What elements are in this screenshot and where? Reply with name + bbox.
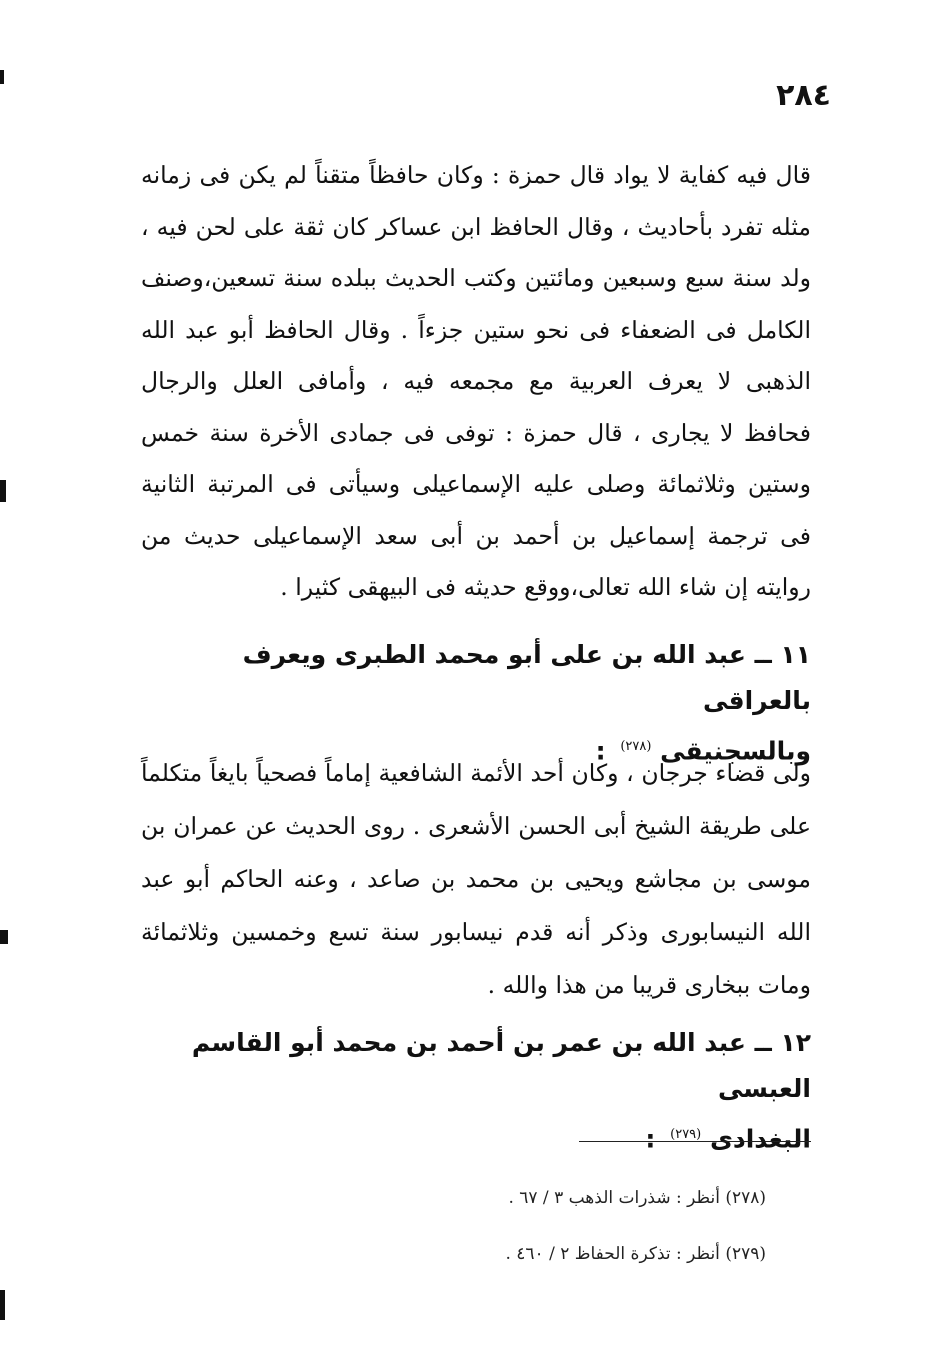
text-line: عن عمران بن موسى بن مجاشع ويحيى بن محمد بن صاعد ، وعنه xyxy=(141,812,811,893)
text-line: قال فيه كفاية لا يواد قال حمزة : وكان حافظاً متقناً لم يكن فى زمانه xyxy=(141,161,811,189)
footnote-reference: (٢٧٩) xyxy=(670,1127,702,1142)
text-line: الله تعالى،ووقع حديثه فى البيهقى كثيرا . xyxy=(280,573,672,601)
footnotes xyxy=(346,1170,766,1282)
text-line: لا يجارى ، قال حمزة : توفى فى جمادى الأخرة سنة خمس وستين xyxy=(141,418,811,498)
footnote-279: (٢٧٩) أنظر : تذكرة الحفاظ ٢ / ٤٦٠ . xyxy=(505,1244,766,1264)
heading-line: وبالسجنيقى xyxy=(660,736,811,766)
footnote-reference: (٢٧٨) xyxy=(620,739,652,754)
scan-edge-mark xyxy=(0,1290,5,1320)
text-line: إسماعيل بن أحمد بن أبى سعد الإسماعيلى حديث من روايته إن شاء xyxy=(141,521,811,601)
scan-edge-mark xyxy=(0,70,4,84)
scan-edge-mark xyxy=(0,480,6,502)
heading-line: البغدادى xyxy=(709,1124,811,1154)
text-line: ولى قضاء جرجان ، وكان أحد الأئمة الشافعية إماماً فصحياً xyxy=(256,759,811,787)
text-line: وخمسين وثلاثمائة ومات ببخارى قريبا من هذا والله . xyxy=(141,918,811,999)
scan-edge-mark xyxy=(0,930,8,944)
heading-colon: : xyxy=(595,736,606,766)
text-line: الحاكم أبو عبد الله النيسابورى وذكر أنه قدم نيسابور سنة تسع xyxy=(141,865,811,946)
page-number: ٢٨٤ xyxy=(776,78,831,113)
footnote-278: (٢٧٨) أنظر : شذرات الذهب ٣ / ٦٧ . xyxy=(508,1188,766,1208)
heading-line: ١١ ــ عبد الله بن على أبو محمد الطبرى ويعرف بالعراقى xyxy=(242,640,811,715)
text-line: الذهبى لا يعرف العربية مع مجمعه فيه ، وأمافى العلل والرجال فحافظ xyxy=(141,367,811,447)
heading-line: ١٢ ــ عبد الله بن عمر بن أحمد بن محمد أبو القاسم العبسى xyxy=(191,1028,811,1103)
text-line: ولد سنة سبع وسبعين ومائتين وكتب الحديث ببلده سنة تسعين،وصنف xyxy=(141,264,811,292)
paragraph-biography-1 xyxy=(141,150,811,614)
paragraph-biography-2 xyxy=(141,747,811,1012)
heading-colon: : xyxy=(645,1124,656,1154)
text-line: مثله تفرد بأحاديث ، وقال الحافظ ابن عساكر كان ثقة على لحن فيه ، xyxy=(141,212,811,241)
text-line: الكامل فى الضعفاء فى نحو ستين جزءاً . وقال الحافظ أبو عبد الله xyxy=(141,315,811,344)
footnote-separator xyxy=(579,1141,811,1142)
text-line: وثلاثمائة وصلى عليه الإسماعيلى وسيأتى فى المرتبة الثانية فى ترجمة xyxy=(141,470,811,550)
text-line: بايغاً متكلماً على طريقة الشيخ أبى الحسن الأشعرى . روى الحديث xyxy=(141,759,811,840)
